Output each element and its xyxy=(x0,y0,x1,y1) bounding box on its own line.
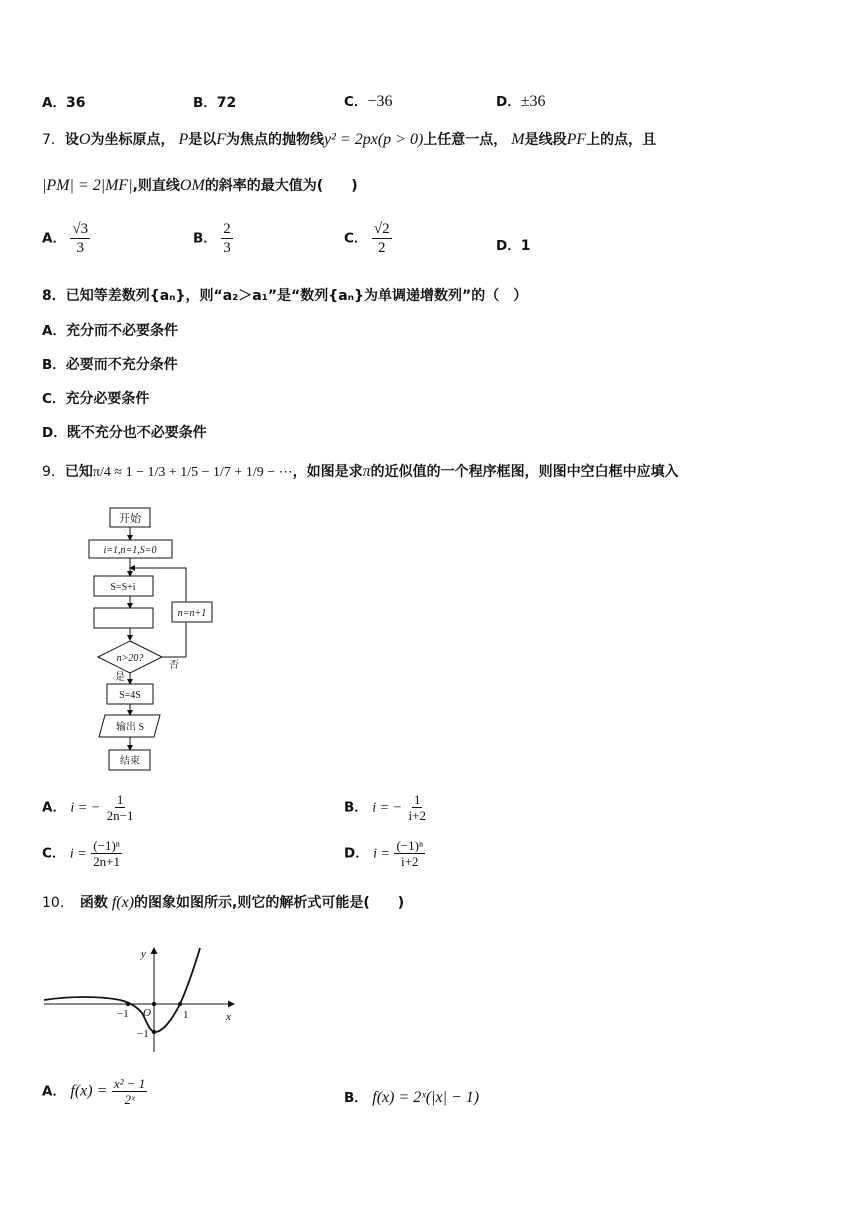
flowchart-end-text: 结束 xyxy=(120,756,140,767)
numerator: (−1)ⁿ xyxy=(93,838,120,853)
flowchart-start-text: 开始 xyxy=(119,513,141,525)
denominator: 2 xyxy=(377,240,386,256)
q6-option-b xyxy=(193,91,236,111)
q9-flowchart xyxy=(85,500,225,780)
q9-option-d xyxy=(344,838,425,869)
tick-label-neg1: −1 xyxy=(117,1008,129,1020)
q7-stem-line2 xyxy=(42,175,358,195)
numerator: √2 xyxy=(373,221,390,237)
question-number: 7． xyxy=(42,132,65,148)
point-origin xyxy=(152,1002,156,1006)
fraction xyxy=(372,220,392,257)
option-label: B． xyxy=(344,1090,368,1106)
option-label: B． xyxy=(193,95,217,111)
q7-symbol-o: O xyxy=(78,131,91,148)
flowchart-increment-text: n=n+1 xyxy=(177,608,207,619)
q6-option-d xyxy=(496,90,546,111)
option-value: 充分必要条件 xyxy=(65,391,150,407)
flowchart-final-text: S=4S xyxy=(119,690,141,701)
point-x-neg1 xyxy=(126,1002,130,1006)
option-label: C． xyxy=(42,845,66,862)
option-label: A． xyxy=(42,799,66,816)
option-label: C． xyxy=(42,391,66,407)
fraction xyxy=(407,792,428,823)
q9-option-a xyxy=(42,792,136,823)
fraction xyxy=(112,1076,147,1107)
q10-function-graph xyxy=(40,940,240,1055)
option-label: A． xyxy=(42,1083,66,1100)
q7-text: 上的点，且 xyxy=(586,132,657,148)
q7-segment-pf: PF xyxy=(566,131,587,148)
q7-option-d xyxy=(496,234,530,254)
origin-label: O xyxy=(143,1007,151,1019)
flowchart-blank-box xyxy=(94,608,153,628)
numerator: 2 xyxy=(223,221,231,237)
q9-symbol-pi: π xyxy=(362,463,371,480)
q7-text: ,则直线 xyxy=(132,178,180,194)
q7-symbol-m: M xyxy=(511,131,525,148)
q8-option-b xyxy=(42,353,178,374)
denominator: 3 xyxy=(76,240,85,256)
q6-option-a xyxy=(42,91,85,111)
option-label: D． xyxy=(496,94,521,110)
q7-condition: |PM| = 2|MF| xyxy=(42,177,133,194)
fraction xyxy=(105,792,136,823)
point-y-neg1 xyxy=(152,1030,156,1034)
flowchart-output-text: 输出 S xyxy=(115,722,145,733)
option-value: −36 xyxy=(367,93,393,110)
x-axis-label: x xyxy=(226,1011,231,1023)
option-label: D． xyxy=(42,425,67,441)
option-label: A． xyxy=(42,230,66,247)
question-number: 10． xyxy=(42,895,74,911)
denominator: 2n+1 xyxy=(93,854,121,869)
option-label: B． xyxy=(344,799,368,816)
q7-option-a xyxy=(42,220,90,257)
q9-option-b xyxy=(344,792,428,823)
tick-label-1: 1 xyxy=(183,1009,189,1021)
question-number: 9． xyxy=(42,464,65,480)
q9-text: 的近似值的一个程序框图，则图中空白框中应填入 xyxy=(370,464,679,480)
y-axis-label: y xyxy=(141,948,146,960)
flowchart-init-text: i=1,n=1,S=0 xyxy=(103,545,157,556)
numerator: √3 xyxy=(72,221,89,237)
q8-option-c xyxy=(42,387,149,408)
q7-text: 上任意一点， xyxy=(423,132,508,148)
numerator: (−1)ⁿ xyxy=(396,838,424,853)
q9-text: 已知 xyxy=(64,464,93,480)
option-expression: f(x) = 2ˣ(|x| − 1) xyxy=(372,1089,480,1106)
fraction xyxy=(91,838,122,869)
flowchart-accum-text: S=S+i xyxy=(110,582,136,593)
option-label: C． xyxy=(344,230,368,247)
q7-text: 为坐标原点， xyxy=(90,132,175,148)
q10-function: f(x) xyxy=(111,894,135,911)
q8-option-d xyxy=(42,421,207,442)
numerator: x² − 1 xyxy=(113,1076,146,1091)
q10-option-a xyxy=(42,1076,147,1107)
q10-text: 函数 xyxy=(79,895,108,911)
fraction xyxy=(70,220,90,257)
q7-text: 是线段 xyxy=(524,132,567,148)
fraction xyxy=(394,838,425,869)
q6-option-c xyxy=(344,90,392,111)
numerator: 1 xyxy=(116,792,124,807)
option-value: 必要而不充分条件 xyxy=(65,357,178,373)
q10-stem xyxy=(42,892,404,912)
q7-symbol-f: F xyxy=(216,131,227,148)
option-label: A． xyxy=(42,323,66,339)
option-label: C． xyxy=(344,94,368,110)
denominator: 3 xyxy=(223,240,231,256)
q9-option-c xyxy=(42,838,122,869)
q8-stem: 8．已知等差数列{aₙ}，则“a₂＞a₁”是“数列{aₙ}为单调递增数列”的（ ） xyxy=(42,288,528,304)
option-lhs: i = − xyxy=(372,800,403,816)
q7-text: 是以 xyxy=(188,132,217,148)
denominator: i+2 xyxy=(401,854,419,869)
q10-text: 的图象如图所示,则它的解析式可能是( ) xyxy=(134,895,405,911)
denominator: 2n−1 xyxy=(106,808,134,823)
option-lhs: i = xyxy=(69,846,87,862)
option-label: B． xyxy=(193,230,217,247)
denominator: 2ˣ xyxy=(124,1092,135,1107)
option-value: 充分而不必要条件 xyxy=(65,323,178,339)
q9-text: ，如图是求 xyxy=(292,464,363,480)
option-value: 72 xyxy=(216,95,237,111)
q7-parabola-equation: y² = 2px(p > 0) xyxy=(324,131,424,148)
flowchart-yes-label: 是 xyxy=(115,672,125,683)
q9-leibniz-series: π/4 ≈ 1 − 1/3 + 1/5 − 1/7 + 1/9 − ⋯ xyxy=(92,465,293,480)
option-lhs: i = xyxy=(373,846,391,862)
option-lhs: i = − xyxy=(70,800,101,816)
flowchart-no-label: 否 xyxy=(169,660,179,671)
option-lhs: f(x) = xyxy=(70,1082,108,1100)
option-label: A． xyxy=(42,95,66,111)
option-value: 既不充分也不必要条件 xyxy=(66,425,207,441)
numerator: 1 xyxy=(413,792,421,807)
q7-text: 为焦点的抛物线 xyxy=(226,132,325,148)
q10-option-b xyxy=(344,1086,479,1107)
q7-text: 的斜率的最大值为( ) xyxy=(204,178,358,194)
option-value: 1 xyxy=(520,238,531,254)
q7-stem-line1 xyxy=(42,129,656,149)
option-label: D． xyxy=(496,238,521,254)
point-x-1 xyxy=(178,1002,182,1006)
option-label: D． xyxy=(344,845,369,862)
q7-symbol-p: P xyxy=(178,131,189,148)
q7-option-b xyxy=(193,220,233,257)
option-value: ±36 xyxy=(520,93,546,110)
flowchart-decision-text: n>20? xyxy=(116,653,144,664)
option-value: 36 xyxy=(65,95,86,111)
q8-option-a xyxy=(42,319,178,340)
q7-line-om: OM xyxy=(179,177,205,194)
tick-label-y-neg1: −1 xyxy=(137,1028,149,1040)
option-label: B． xyxy=(42,357,66,373)
q7-text: 设 xyxy=(64,132,79,148)
q9-stem xyxy=(42,461,679,481)
denominator: i+2 xyxy=(408,808,426,823)
q7-option-c xyxy=(344,220,392,257)
fraction xyxy=(221,220,233,257)
